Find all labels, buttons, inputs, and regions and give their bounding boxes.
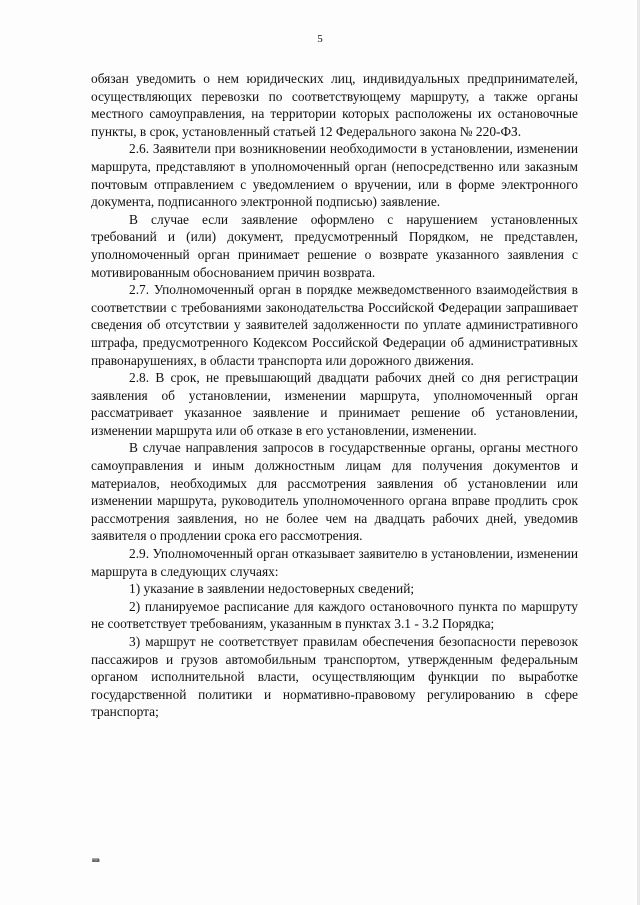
paragraph-2-9: 2.9. Уполномоченный орган отказывает заявителю в установлении, изменении маршрута в следующих случаях: [91, 546, 578, 579]
paragraph-continuation: обязан уведомить о нем юридических лиц, индивидуальных предпринимателей, осуществляющих перевозки по соответствующему маршруту, а также органы местного самоуправления, на территории которых расположены их остановочные пункты, в срок, установленный статьей 12 Федерального закона № 220-ФЗ. [91, 71, 578, 139]
list-item-2: 2) планируемое расписание для каждого остановочного пункта по маршруту не соответствует требованиям, указанным в пунктах 3.1 - 3.2 Порядка; [91, 598, 578, 632]
paragraph-2-6-return: В случае если заявление оформлено с нарушением установленных требований и (или) документ, предусмотренный Порядком, не представлен, уполномоченный орган принимает решение о возврате указанного заявления с мотивированным обоснованием причин возврата. [91, 211, 578, 280]
paragraph-2-8-extension: В случае направления запросов в государственные органы, органы местного самоуправления и иным должностным лицам для получения документов и материалов, необходимых для рассмотрения заявления об установлении или изменении маршрута, руководитель уполномоченного органа вправе продлить срок рассмотрения заявления, но не более чем на двадцать рабочих дней, уведомив заявителя о продлении срока его рассмотрения. [91, 440, 578, 544]
page-number: 5 [317, 33, 323, 45]
footer-initials: нв [92, 856, 100, 864]
paragraph-2-7: 2.7. Уполномоченный орган в порядке межведомственного взаимодействия в соответствии с требованиями законодательства Российской Федерации запрашивает сведения об отсутствии у заявителей задолженности по уплате административного штрафа, предусмотренного Кодексом Российской Федерации об административных правонарушениях, в области транспорта или дорожного движения. [91, 282, 578, 368]
page-body [91, 70, 578, 721]
paragraph-2-8: 2.8. В срок, не превышающий двадцати рабочих дней со дня регистрации заявления об установлении, изменении маршрута, уполномоченный орган рассматривает указанное заявление и принимает решение об установлении, изменении маршрута или об отказе в его установлении, изменении. [91, 370, 578, 438]
list-item-3: 3) маршрут не соответствует правилам обеспечения безопасности перевозок пассажиров и грузов автомобильным транспортом, утвержденным федеральным органом исполнительной власти, осуществляющим функции по выработке государственной политики и нормативно-правовому регулированию в сфере транспорта; [91, 634, 578, 720]
list-item-1: 1) указание в заявлении недостоверных сведений; [129, 581, 415, 597]
paragraph-2-6: 2.6. Заявители при возникновении необходимости в установлении, изменении маршрута, представляют в уполномоченный орган (непосредственно или заказным почтовым отправлением с уведомлением о вручении, или в форме электронного документа, подписанного электронной подписью) заявление. [91, 141, 578, 210]
